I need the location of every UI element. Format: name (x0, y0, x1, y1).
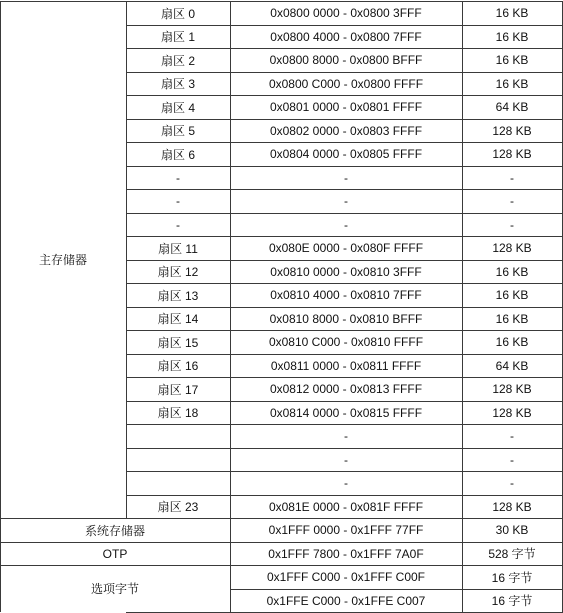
size-cell: - (510, 429, 514, 443)
block-label: OTP (102, 546, 128, 561)
row-divider (126, 283, 563, 284)
option-bytes-label: 选项字节 (90, 582, 139, 596)
address-cell: 0x0814 0000 - 0x0815 FFFF (269, 405, 423, 420)
row-divider (126, 424, 563, 425)
row-divider (126, 236, 563, 237)
size-cell: 30 KB (495, 523, 529, 537)
size-cell: - (510, 452, 514, 467)
size-cell: 128 KB (492, 405, 532, 420)
sector-cell: 扇区 15 (157, 335, 199, 350)
column-divider (230, 1, 231, 612)
size-cell: 16 KB (495, 288, 529, 302)
sector-cell: 扇区 11 (158, 241, 198, 256)
row-divider (126, 95, 563, 96)
row-divider (126, 189, 563, 190)
main-memory-label: 主存储器 (38, 253, 87, 267)
address-cell: 0x0800 4000 - 0x0800 7FFF (270, 29, 422, 44)
row-divider (0, 565, 563, 566)
address-cell: 0x0804 0000 - 0x0805 FFFF (269, 147, 423, 161)
sector-cell: 扇区 17 (157, 382, 199, 397)
size-cell: 128 KB (492, 147, 532, 161)
row-divider (126, 48, 563, 49)
address-cell: 0x1FFF C000 - 0x1FFF C00F (266, 570, 426, 584)
address-cell: 0x0800 C000 - 0x0800 FFFF (268, 76, 424, 91)
size-cell: 16 KB (495, 76, 529, 91)
address-cell: 0x1FFE C000 - 0x1FFE C007 (266, 593, 426, 608)
sector-cell: 扇区 2 (160, 53, 195, 68)
column-divider (462, 1, 463, 612)
address-cell: - (344, 217, 348, 232)
sector-cell: - (176, 217, 180, 232)
address-cell: 0x0800 0000 - 0x0800 3FFF (270, 6, 422, 20)
size-cell: 16 KB (495, 53, 529, 67)
row-divider (126, 495, 563, 496)
sector-cell: 扇区 14 (157, 312, 199, 326)
row-divider (126, 25, 563, 26)
column-divider (126, 1, 127, 518)
sector-cell: - (176, 170, 180, 185)
address-cell: 0x1FFF 7800 - 0x1FFF 7A0F (268, 546, 424, 561)
row-divider (0, 518, 563, 519)
address-cell: 0x0811 0000 - 0x0811 FFFF (270, 358, 422, 373)
size-cell: 16 字节 (491, 570, 533, 585)
address-cell: 0x0800 8000 - 0x0800 BFFF (269, 53, 423, 67)
address-cell: 0x080E 0000 - 0x080F FFFF (268, 241, 424, 255)
size-cell: 128 KB (492, 382, 532, 396)
size-cell: 128 KB (492, 499, 532, 514)
sector-cell: 扇区 13 (157, 288, 199, 303)
address-cell: 0x0801 0000 - 0x0801 FFFF (269, 100, 423, 114)
row-divider (126, 142, 563, 143)
row-divider (126, 354, 563, 355)
size-cell: 64 KB (495, 358, 529, 373)
row-divider (126, 119, 563, 120)
size-cell: 16 字节 (491, 594, 533, 608)
address-cell: 0x081E 0000 - 0x081F FFFF (268, 499, 424, 514)
sector-cell: 扇区 3 (160, 77, 195, 91)
address-cell: 0x1FFF 0000 - 0x1FFF 77FF (268, 523, 424, 537)
row-divider (0, 542, 563, 543)
address-cell: - (344, 429, 348, 443)
row-divider (126, 307, 563, 308)
size-cell: 16 KB (495, 264, 529, 279)
sector-cell: 扇区 5 (160, 124, 195, 138)
row-divider (126, 448, 563, 449)
address-cell: 0x0802 0000 - 0x0803 FFFF (269, 123, 423, 138)
row-divider (126, 377, 563, 378)
address-cell: - (344, 194, 348, 208)
size-cell: 128 KB (492, 241, 532, 255)
row-divider (126, 401, 563, 402)
size-cell: - (510, 170, 514, 185)
size-cell: 16 KB (495, 335, 529, 349)
size-cell: 128 KB (492, 123, 532, 138)
block-label: 系统存储器 (84, 523, 145, 538)
size-cell: 16 KB (495, 6, 529, 20)
sector-cell: 扇区 0 (160, 6, 195, 21)
sector-cell: 扇区 16 (157, 359, 199, 373)
address-cell: 0x0810 0000 - 0x0810 3FFF (270, 264, 422, 279)
sector-cell: 扇区 6 (160, 147, 195, 162)
size-cell: 16 KB (495, 311, 529, 326)
row-divider (126, 166, 563, 167)
sector-cell: 扇区 1 (160, 30, 195, 44)
row-divider (126, 471, 563, 472)
sector-cell (126, 448, 230, 471)
address-cell: 0x0812 0000 - 0x0813 FFFF (269, 382, 423, 396)
size-cell: - (510, 476, 514, 490)
sector-cell: 扇区 23 (157, 500, 199, 514)
address-cell: 0x0810 4000 - 0x0810 7FFF (270, 288, 422, 302)
row-divider (126, 330, 563, 331)
address-cell: - (344, 452, 348, 467)
row-divider (126, 260, 563, 261)
sector-cell: - (176, 194, 180, 208)
row-divider (126, 213, 563, 214)
sector-cell: 扇区 18 (157, 406, 199, 420)
column-divider (0, 1, 1, 612)
row-divider (126, 72, 563, 73)
sector-cell (126, 471, 230, 495)
address-cell: - (344, 476, 348, 490)
sector-cell: 扇区 4 (160, 100, 195, 115)
size-cell: 64 KB (495, 100, 529, 114)
address-cell: - (344, 170, 348, 185)
sector-cell: 扇区 12 (157, 265, 199, 279)
size-cell: 528 字节 (488, 547, 536, 561)
address-cell: 0x0810 8000 - 0x0810 BFFF (269, 311, 423, 326)
size-cell: 16 KB (495, 29, 529, 44)
size-cell: - (510, 217, 514, 232)
sector-cell (126, 424, 230, 448)
row-divider (0, 1, 563, 2)
row-divider (230, 589, 563, 590)
address-cell: 0x0810 C000 - 0x0810 FFFF (268, 335, 424, 349)
size-cell: - (510, 194, 514, 208)
